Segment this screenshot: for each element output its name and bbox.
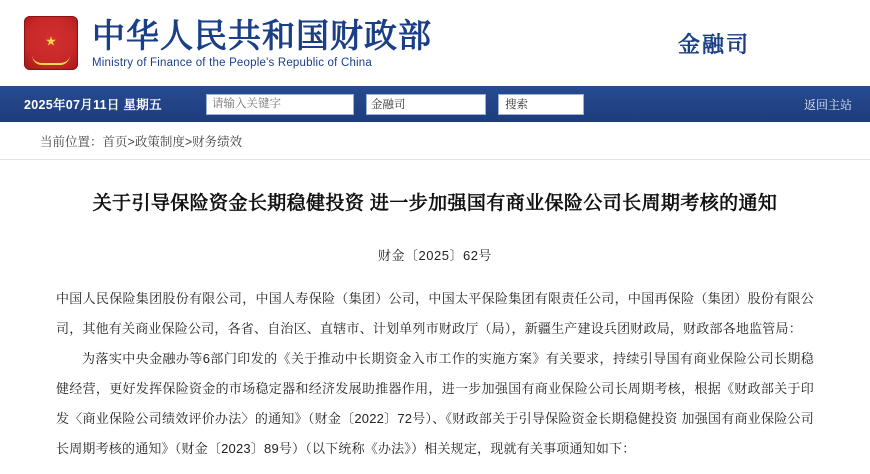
emblem-wheat-icon xyxy=(32,55,70,65)
breadcrumb-path[interactable]: 首页>政策制度>财务绩效 xyxy=(102,134,243,149)
search-button-label: 搜索 xyxy=(505,99,528,111)
page-title: 关于引导保险资金长期稳健投资 进一步加强国有商业保险公司长周期考核的通知 xyxy=(92,193,778,214)
search-button[interactable] xyxy=(498,94,584,115)
search-area xyxy=(206,94,584,115)
back-to-main-site-link[interactable]: 返回主站 xyxy=(803,97,852,112)
search-input[interactable] xyxy=(206,94,354,115)
current-date: 2025年07月11日 星期五 xyxy=(24,98,162,112)
breadcrumb xyxy=(0,122,870,160)
site-header xyxy=(0,0,870,86)
article-body xyxy=(56,284,814,464)
nav-bar xyxy=(0,86,870,122)
search-scope-select[interactable] xyxy=(366,94,486,115)
paragraph-addressees: 中国人民保险集团股份有限公司，中国人寿保险（集团）公司，中国太平保险集团有限责任公司，中国再保险（集团）股份有限公司，其他有关商业保险公司，各省、自治区、直辖市、计划单列市财政厅（局），新疆生产建设兵团财政局，财政部各地监管局： xyxy=(56,290,814,336)
emblem-star-icon: ★ xyxy=(45,33,57,49)
ministry-name-cn: 中华人民共和国财政部 xyxy=(92,16,432,54)
ministry-name-en: Ministry of Finance of the People's Republic of China xyxy=(92,57,372,70)
article xyxy=(0,160,870,464)
national-emblem-icon xyxy=(24,16,78,70)
breadcrumb-label: 当前位置： xyxy=(40,134,103,149)
ministry-title-block xyxy=(92,17,432,70)
department-name: 金融司 xyxy=(677,32,750,57)
search-scope-value: 金融司 xyxy=(371,99,406,111)
paragraph-background: 为落实中央金融办等6部门印发的《关于推动中长期资金入市工作的实施方案》有关要求，持续引导国有商业保险公司长期稳健经营，更好发挥保险资金的市场稳定器和经济发展助推器作用，进一步加强国有商业保险公司长周期考核，根据《财政部关于印发〈商业保险公司绩效评价办法〉的通知》（财金〔2022〕72号）、《财政部关于引导保险资金长期稳健投资 加强国有商业保险公司长周期考核的通知》（财金〔2023〕89号）（以下统称《办法》）相关规定，现就有关事项通知如下： xyxy=(56,350,814,456)
document-number: 财金〔2025〕62号 xyxy=(378,247,492,263)
